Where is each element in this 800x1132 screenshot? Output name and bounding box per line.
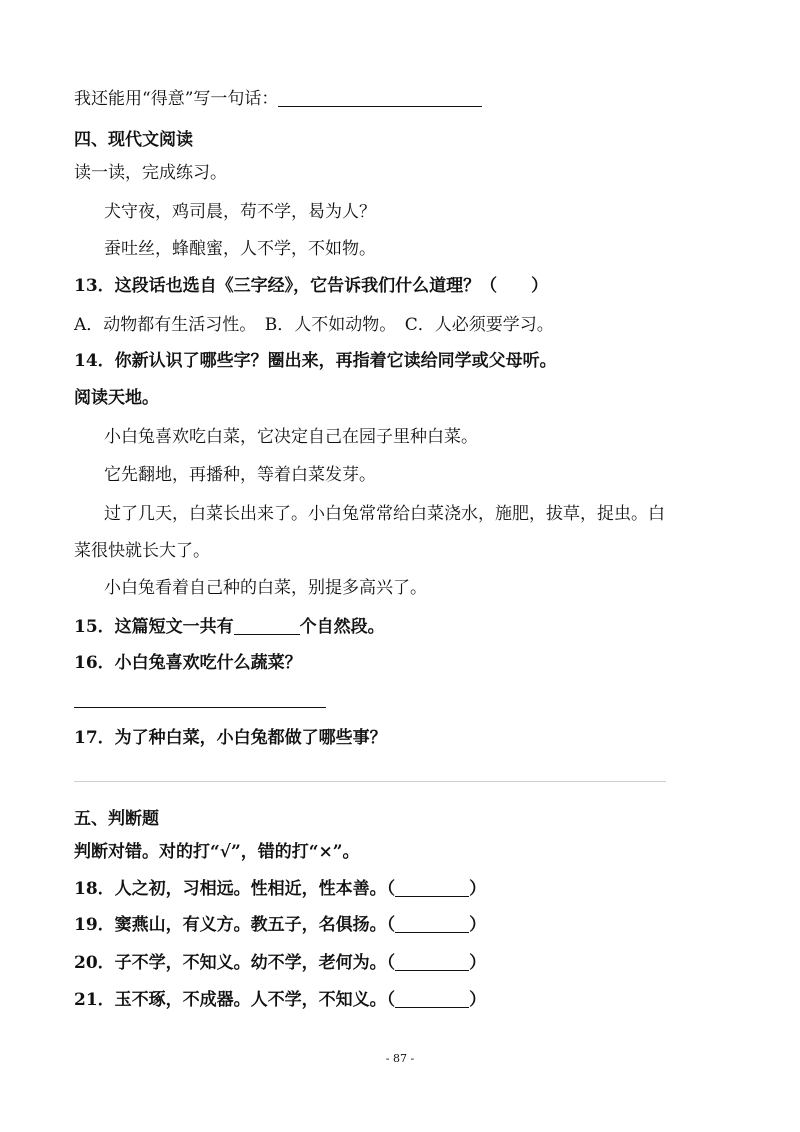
question-17: 17．为了种白菜，小白兔都做了哪些事？	[74, 728, 387, 748]
poem-line-2: 蚕吐丝，蜂酿蜜，人不学，不如物。	[104, 239, 376, 259]
question-21-text: 21．玉不琢，不成器。人不学，不知义。（	[74, 990, 396, 1010]
passage-paragraph-4: 小白兔看着自己种的白菜，别提多高兴了。	[104, 578, 427, 598]
question-15	[74, 616, 385, 638]
passage-paragraph-1: 小白兔喜欢吃白菜，它决定自己在园子里种白菜。	[104, 427, 478, 447]
page-number: - 87 -	[385, 1052, 415, 1065]
question-14: 14．你新认识了哪些字？圈出来，再指着它读给同学或父母听。	[74, 351, 557, 371]
section-4-title: 四、现代文阅读	[74, 130, 193, 150]
question-21	[74, 989, 486, 1011]
question-15-suffix: 个自然段。	[299, 617, 385, 637]
question-20-blank[interactable]	[395, 952, 469, 971]
poem-line-1: 犬守夜，鸡司晨，苟不学，曷为人？	[104, 202, 376, 222]
sentence-prompt-text: 我还能用“得意”写一句话：	[74, 89, 279, 109]
question-15-blank[interactable]	[234, 616, 300, 635]
question-19-paren: ）	[469, 915, 487, 935]
reading-title: 阅读天地。	[74, 388, 159, 408]
question-16: 16．小白兔喜欢吃什么蔬菜？	[74, 653, 302, 673]
question-13: 13．这段话也选自《三字经》，它告诉我们什么道理？（ ）	[74, 276, 549, 296]
question-20-paren: ）	[469, 953, 487, 973]
question-21-paren: ）	[469, 990, 487, 1010]
passage-paragraph-2: 它先翻地，再播种，等着白菜发芽。	[104, 465, 376, 485]
section-5-instruction: 判断对错。对的打“√”，错的打“×”。	[74, 842, 360, 862]
question-13-options: A．动物都有生活习性。 B．人不如动物。 C．人必须要学习。	[74, 315, 554, 335]
question-15-text: 15．这篇短文一共有	[74, 617, 234, 637]
question-19-blank[interactable]	[395, 914, 469, 933]
question-17-answer-line[interactable]	[74, 781, 666, 782]
question-20	[74, 952, 486, 974]
question-18-text: 18．人之初，习相远。性相近，性本善。（	[74, 879, 396, 899]
question-19	[74, 914, 486, 936]
sentence-answer-blank[interactable]	[278, 88, 482, 107]
section-5-title: 五、判断题	[74, 809, 159, 829]
passage-paragraph-3-line-1: 过了几天，白菜长出来了。小白兔常常给白菜浇水，施肥，拔草，捉虫。白	[104, 504, 665, 524]
sentence-prompt	[74, 88, 482, 110]
section-4-instruction: 读一读，完成练习。	[74, 163, 227, 183]
passage-paragraph-3-line-2: 菜很快就长大了。	[74, 541, 210, 561]
question-18-paren: ）	[469, 879, 487, 899]
question-16-answer-line[interactable]	[74, 707, 326, 708]
question-21-blank[interactable]	[395, 989, 469, 1008]
question-18	[74, 878, 486, 900]
question-19-text: 19．窦燕山，有义方。教五子，名俱扬。（	[74, 915, 396, 935]
question-18-blank[interactable]	[395, 878, 469, 897]
question-20-text: 20．子不学，不知义。幼不学，老何为。（	[74, 953, 396, 973]
